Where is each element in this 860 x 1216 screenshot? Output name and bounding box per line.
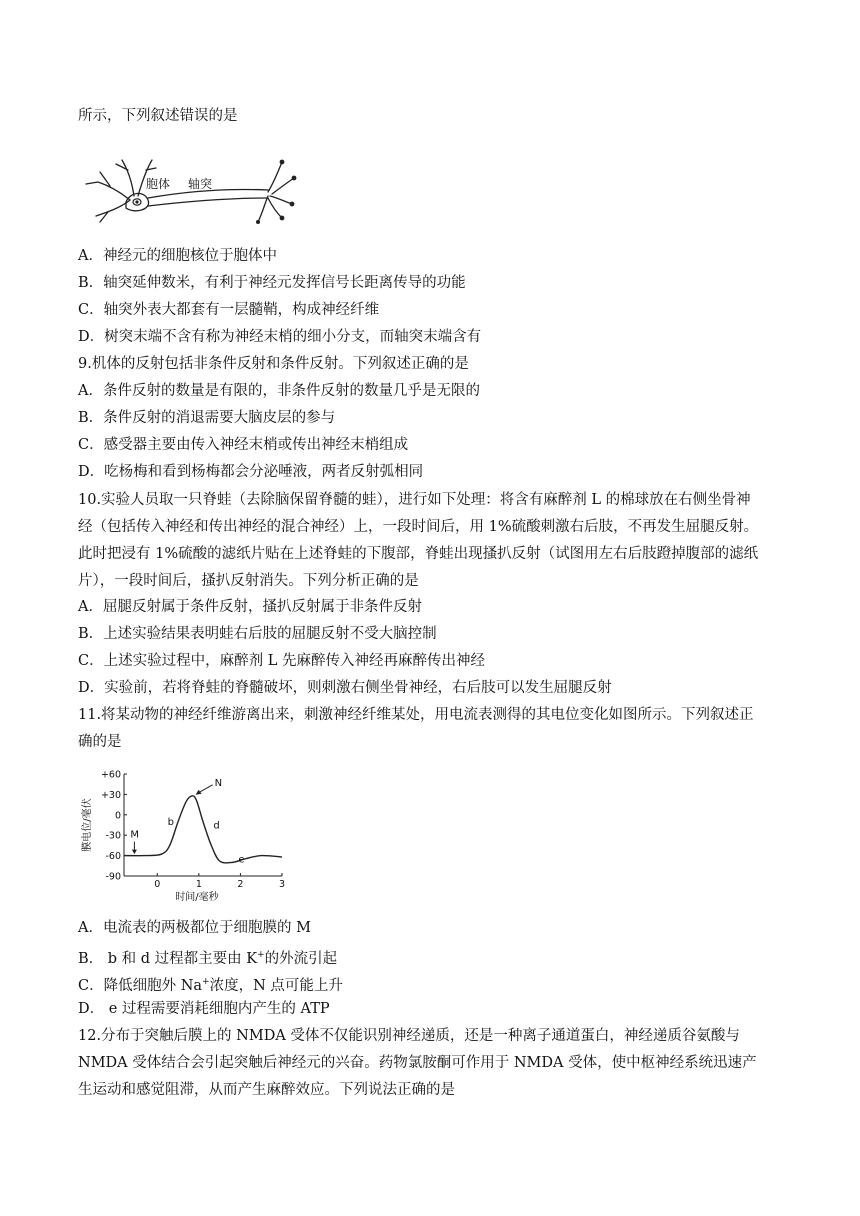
q11-option-a: A．电流表的两极都位于细胞膜的 M — [78, 920, 311, 936]
y-tick-label: +60 — [100, 769, 121, 781]
q12-stem-line2: NMDA 受体结合会引起突触后神经元的兴奋。药物氯胺酮可作用于 NMDA 受体，使中枢神经系统迅速产 — [78, 1055, 757, 1071]
q8-option-d: D．树突末端不含有称为神经末梢的细小分支，而轴突末端含有 — [78, 329, 482, 345]
arrow-m-head — [132, 850, 137, 855]
y-tick-label: -30 — [105, 830, 121, 842]
q11-option-c-text2: 浓度，N 点可能上升 — [209, 977, 343, 994]
q9-stem: 9.机体的反射包括非条件反射和条件反射。下列叙述正确的是 — [78, 356, 469, 372]
label-e: e — [238, 854, 245, 866]
q8-option-a: A．神经元的细胞核位于胞体中 — [78, 248, 277, 264]
chart-svg — [78, 764, 298, 904]
q11-option-c — [78, 972, 343, 996]
q11-option-b-text2: 的外流引起 — [264, 950, 338, 967]
q9-option-b: B．条件反射的消退需要大脑皮层的参与 — [78, 410, 336, 426]
q11-option-b-sup: + — [257, 950, 265, 960]
q11-stem-line2: 确的是 — [78, 734, 122, 750]
arrow-n-head — [196, 790, 202, 795]
q12-stem-line3: 生运动和感觉阻滞，从而产生麻醉效应。下列说法正确的是 — [78, 1082, 455, 1098]
q10-stem-line2: 经（包括传入神经和传出神经的混合神经）上，一段时间后，用 1%硫酸刺激右后肢，不再发生屈腿反射。 — [78, 519, 759, 535]
intro-text: 所示，下列叙述错误的是 — [78, 108, 238, 124]
q10-stem-line4: 片），一段时间后，搔扒反射消失。下列分析正确的是 — [78, 573, 419, 589]
q11-option-b-text1: B． b 和 d 过程都主要由 K — [78, 950, 258, 967]
q10-option-d: D．实验前，若将脊蛙的脊髓破坏，则刺激右侧坐骨神经，右后肢可以发生屈腿反射 — [78, 680, 612, 696]
y-tick-label: 0 — [114, 810, 121, 822]
q12-stem-line1: 12.分布于突触后膜上的 NMDA 受体不仅能识别神经递质，还是一种离子通道蛋白，神经递质谷氨酸与 — [78, 1028, 740, 1044]
q11-option-d: D． e 过程需要消耗细胞内产生的 ATP — [78, 1001, 330, 1017]
neuron-diagram — [82, 152, 302, 224]
neuron-figure — [82, 152, 302, 224]
x-tick-label: 3 — [278, 879, 286, 890]
q10-stem-line3: 此时把浸有 1%硫酸的滤纸片贴在上述脊蛙的下腹部，脊蛙出现搔扒反射（试图用左右后肢蹬掉腹部的滤纸 — [78, 546, 759, 562]
label-b: b — [167, 817, 175, 828]
q9-option-c: C．感受器主要由传入神经末梢或传出神经末梢组成 — [78, 437, 409, 453]
x-tick-label: 2 — [237, 879, 244, 890]
label-m: M — [130, 829, 140, 841]
y-tick-label: +30 — [100, 789, 121, 801]
q10-option-a: A．屈腿反射属于条件反射，搔扒反射属于非条件反射 — [78, 599, 422, 615]
axon-label: 轴突 — [188, 177, 213, 191]
membrane-potential-chart — [78, 764, 298, 904]
q9-option-a: A．条件反射的数量是有限的，非条件反射的数量几乎是无限的 — [78, 383, 480, 399]
y-tick-label: -90 — [105, 871, 121, 883]
q11-option-c-sup: + — [202, 977, 210, 987]
q11-option-c-text1: C．降低细胞外 Na — [78, 977, 203, 994]
x-tick-label: 1 — [195, 879, 202, 890]
q11-option-b — [78, 945, 337, 969]
q11-stem-line1: 11.将某动物的神经纤维游离出来，刺激神经纤维某处，用电流表测得的其电位变化如图所示。下列叙述正 — [78, 707, 754, 723]
x-tick-label: 0 — [154, 879, 161, 890]
potential-curve — [124, 796, 282, 866]
q9-option-d: D．吃杨梅和看到杨梅都会分泌唾液，两者反射弧相同 — [78, 464, 424, 480]
q10-stem-line1: 10.实验人员取一只脊蛙（去除脑保留脊髓的蛙），进行如下处理：将含有麻醉剂 L 的棉球放在右侧坐骨神 — [78, 492, 751, 508]
q10-option-c: C．上述实验过程中，麻醉剂 L 先麻醉传入神经再麻醉传出神经 — [78, 653, 485, 669]
q8-option-b: B．轴突延伸数米，有利于神经元发挥信号长距离传导的功能 — [78, 275, 466, 291]
q8-option-c: C．轴突外表大都套有一层髓鞘，构成神经纤维 — [78, 302, 380, 318]
x-axis-title: 时间/毫秒 — [175, 892, 219, 903]
q10-option-b: B．上述实验结果表明蛙右后肢的屈腿反射不受大脑控制 — [78, 626, 437, 642]
y-axis-title: 膜电位/毫伏 — [82, 798, 93, 852]
label-n: N — [214, 777, 223, 789]
y-tick-label: -60 — [105, 851, 121, 863]
soma-label: 胞体 — [146, 177, 171, 191]
label-d: d — [213, 820, 220, 832]
